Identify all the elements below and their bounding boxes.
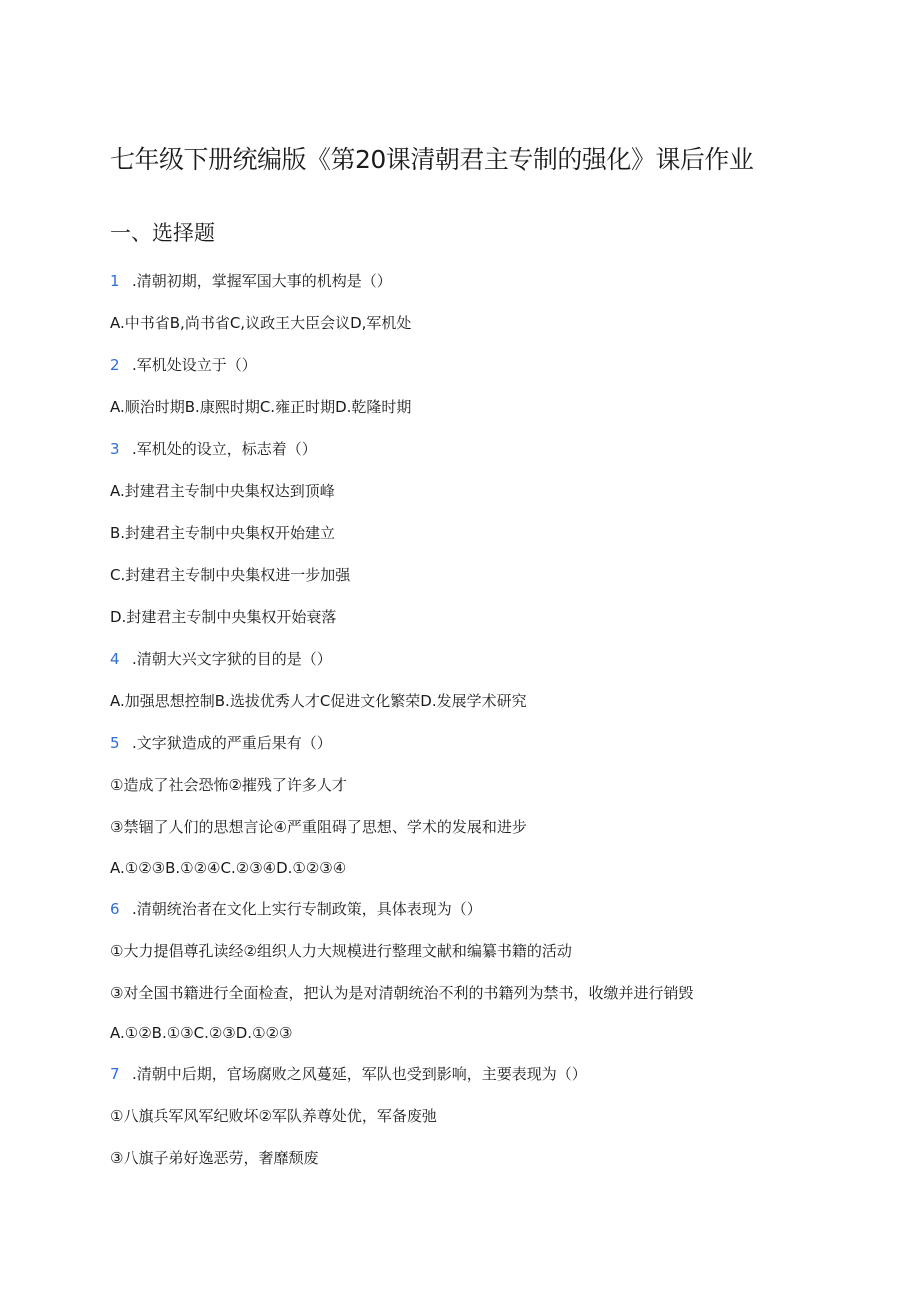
answer-option: C.封建君主专制中央集权进一步加强 — [110, 566, 351, 584]
answer-options: A.①②③B.①②④C.②③④D.①②③④ — [110, 859, 347, 877]
question-stem — [110, 648, 332, 670]
question-text: .清朝大兴文字狱的目的是（） — [132, 650, 332, 668]
question-number: 5 — [110, 734, 120, 752]
question-text: .清朝统治者在文化上实行专制政策，具体表现为（） — [132, 900, 482, 918]
question-text: .军机处设立于（） — [132, 356, 257, 374]
statement-line: ①造成了社会恐怖②摧残了许多人才 — [110, 776, 347, 794]
question-stem — [110, 732, 332, 754]
question-stem — [110, 270, 392, 292]
answer-options: A.中书省B,尚书省C,议政王大臣会议D,军机处 — [110, 314, 412, 332]
answer-option: D.封建君主专制中央集权开始衰落 — [110, 608, 337, 626]
question-stem — [110, 1063, 587, 1085]
document-title: 七年级下册统编版《第20课清朝君主专制的强化》课后作业 — [110, 145, 754, 174]
answer-options: A.顺治时期B.康熙时期C.雍正时期D.乾隆时期 — [110, 398, 412, 416]
answer-options: A.①②B.①③C.②③D.①②③ — [110, 1024, 293, 1042]
question-number: 4 — [110, 650, 120, 668]
question-number: 6 — [110, 900, 120, 918]
question-text: .军机处的设立，标志着（） — [132, 440, 317, 458]
question-text: .清朝中后期，官场腐败之风蔓延，军队也受到影响，主要表现为（） — [132, 1065, 587, 1083]
question-number: 2 — [110, 356, 120, 374]
question-stem — [110, 354, 257, 376]
statement-line: ③八旗子弟好逸恶劳，奢靡颓废 — [110, 1149, 319, 1167]
statement-line: ①八旗兵军风军纪败坏②军队养尊处优，军备废弛 — [110, 1107, 437, 1125]
section-heading: 一、选择题 — [110, 221, 215, 245]
statement-line: ③禁锢了人们的思想言论④严重阻碍了思想、学术的发展和进步 — [110, 818, 527, 836]
question-stem — [110, 438, 317, 460]
question-text: .文字狱造成的严重后果有（） — [132, 734, 332, 752]
question-number: 7 — [110, 1065, 120, 1083]
question-text: .清朝初期，掌握军国大事的机构是（） — [132, 272, 392, 290]
question-number: 3 — [110, 440, 120, 458]
answer-option: B.封建君主专制中央集权开始建立 — [110, 524, 336, 542]
question-number: 1 — [110, 272, 120, 290]
answer-option: A.封建君主专制中央集权达到顶峰 — [110, 482, 335, 500]
statement-line: ①大力提倡尊孔读经②组织人力大规模进行整理文献和编纂书籍的活动 — [110, 942, 572, 960]
statement-line: ③对全国书籍进行全面检查，把认为是对清朝统治不利的书籍列为禁书，收缴并进行销毁 — [110, 984, 694, 1002]
answer-options: A.加强思想控制B.选拔优秀人才C促进文化繁荣D.发展学术研究 — [110, 692, 527, 710]
question-stem — [110, 898, 482, 920]
